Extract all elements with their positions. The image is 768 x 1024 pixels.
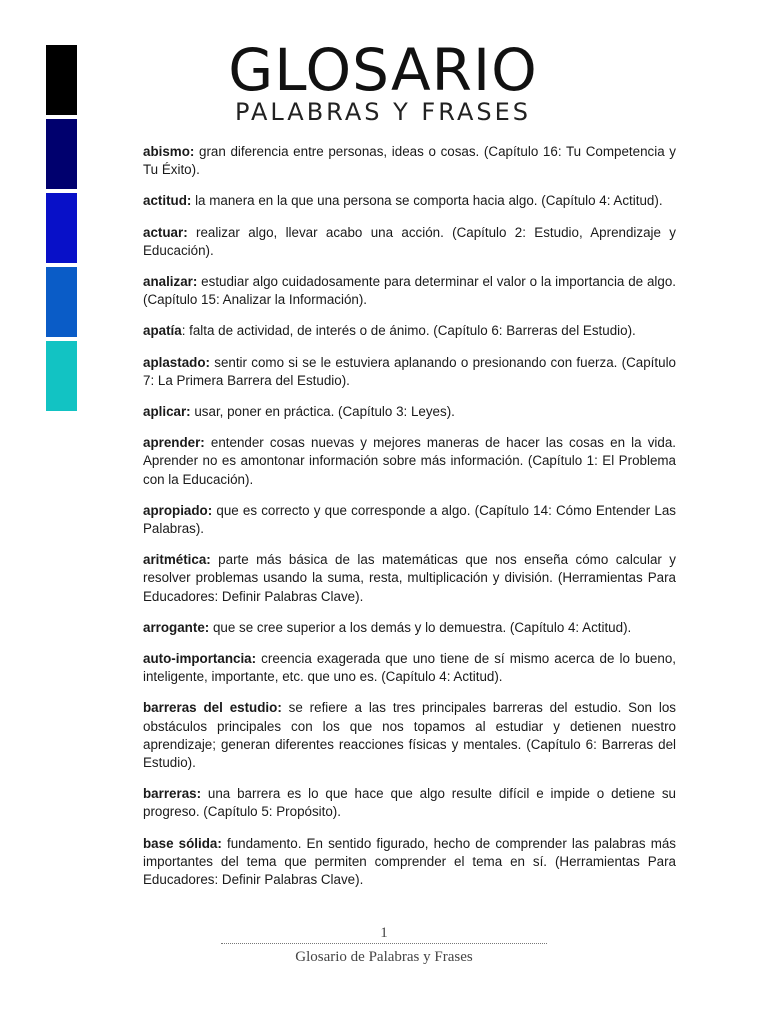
glossary-definition: sentir como si se le estuviera aplanando o presionando con fuerza. (Capítulo 7: La Primera Barrera del Estudio). (143, 354, 676, 388)
glossary-term: apropiado: (143, 502, 213, 518)
glossary-entry (143, 619, 676, 637)
glossary-definition: una barrera es lo que hace que algo resulte difícil e impide o detiene su progreso. (Capítulo 5: Propósito). (143, 786, 676, 820)
glossary-entry (143, 224, 676, 260)
glossary-entry (143, 835, 676, 890)
glossary-entry (143, 354, 676, 390)
glossary-entry (143, 502, 676, 538)
glossary-entry (143, 143, 676, 179)
glossary-definition: se refiere a las tres principales barreras del estudio. Son los obstáculos principales con los que nos topamos al estudiar y detienen nuestro aprendizaje; generan diferentes reacciones físicas y mentales. (Capítulo 6: Barreras del Estudio). (143, 700, 676, 771)
glossary-definition: creencia exagerada que uno tiene de sí mismo acerca de lo bueno, inteligente, importante, etc. que uno es. (Capítulo 4: Actitud). (143, 651, 676, 685)
glossary-entry (143, 434, 676, 489)
glossary-definition: fundamento. En sentido figurado, hecho de comprender las palabras más importantes del tema que permiten comprender el tema en sí. (Herramientas Para Educadores: Definir Palabras Clave). (143, 835, 676, 888)
glossary-definition: parte más básica de las matemáticas que nos enseña cómo calcular y resolver problemas usando la suma, resta, multiplicación y división. (Herramientas Para Educadores: Definir Palabras Clave). (143, 552, 676, 604)
glossary-term: auto-importancia: (143, 651, 257, 667)
color-bar-turquoise (46, 341, 77, 411)
glossary-term: arrogante: (143, 619, 210, 635)
glossary-term: barreras: (143, 786, 202, 802)
glossary-definition: estudiar algo cuidadosamente para determinar el valor o la importancia de algo. (Capítulo 15: Analizar la Información). (143, 274, 676, 308)
glossary-term: aprender: (143, 435, 205, 451)
glossary-definition: gran diferencia entre personas, ideas o cosas. (Capítulo 16: Tu Competencia y Tu Éxito). (143, 144, 676, 178)
glossary-definition: : falta de actividad, de interés o de ánimo. (Capítulo 6: Barreras del Estudio). (181, 323, 636, 339)
glossary-term: analizar: (143, 274, 198, 290)
glossary-entry (143, 192, 676, 210)
color-bar-azure (46, 267, 77, 337)
footer-divider (221, 943, 547, 944)
color-bar-blue (46, 193, 77, 263)
glossary-term: base sólida: (143, 835, 222, 851)
glossary-definition: usar, poner en práctica. (Capítulo 3: Leyes). (190, 404, 455, 420)
glossary-definition: que se cree superior a los demás y lo demuestra. (Capítulo 4: Actitud). (209, 619, 632, 635)
glossary-definition: realizar algo, llevar acabo una acción. (Capítulo 2: Estudio, Aprendizaje y Educación). (143, 224, 676, 258)
glossary-entry (143, 403, 676, 421)
glossary-entry (143, 551, 676, 606)
glossary-term: aritmética: (143, 552, 211, 568)
glossary-entry (143, 273, 676, 309)
glossary-entries (143, 143, 676, 902)
color-bars (46, 45, 77, 415)
color-bar-black (46, 45, 77, 115)
glossary-term: apatía (143, 323, 182, 339)
glossary-entry (143, 322, 676, 340)
glossary-term: aplastado: (143, 354, 210, 370)
page-subtitle: PALABRAS Y FRASES (235, 98, 531, 126)
glossary-term: barreras del estudio: (143, 700, 282, 716)
glossary-term: actitud: (143, 193, 192, 209)
glossary-term: abismo: (143, 144, 195, 159)
glossary-term: actuar: (143, 224, 188, 240)
glossary-entry (143, 699, 676, 772)
glossary-definition: la manera en la que una persona se comporta hacia algo. (Capítulo 4: Actitud). (191, 193, 663, 209)
glossary-entry (143, 785, 676, 821)
footer-title: Glosario de Palabras y Frases (295, 949, 473, 965)
glossary-entry (143, 650, 676, 686)
page-number: 1 (380, 925, 388, 941)
page-footer (221, 924, 547, 968)
page-header (200, 38, 566, 126)
color-bar-navy (46, 119, 77, 189)
page-title: GLOSARIO (228, 36, 538, 104)
glossary-term: aplicar: (143, 404, 191, 420)
glossary-definition: entender cosas nuevas y mejores maneras de hacer las cosas en la vida. Aprender no es amontonar información sobre más información. (Capítulo 1: El Problema con la Educación). (143, 435, 676, 487)
glossary-definition: que es correcto y que corresponde a algo. (Capítulo 14: Cómo Entender Las Palabras). (143, 502, 676, 537)
